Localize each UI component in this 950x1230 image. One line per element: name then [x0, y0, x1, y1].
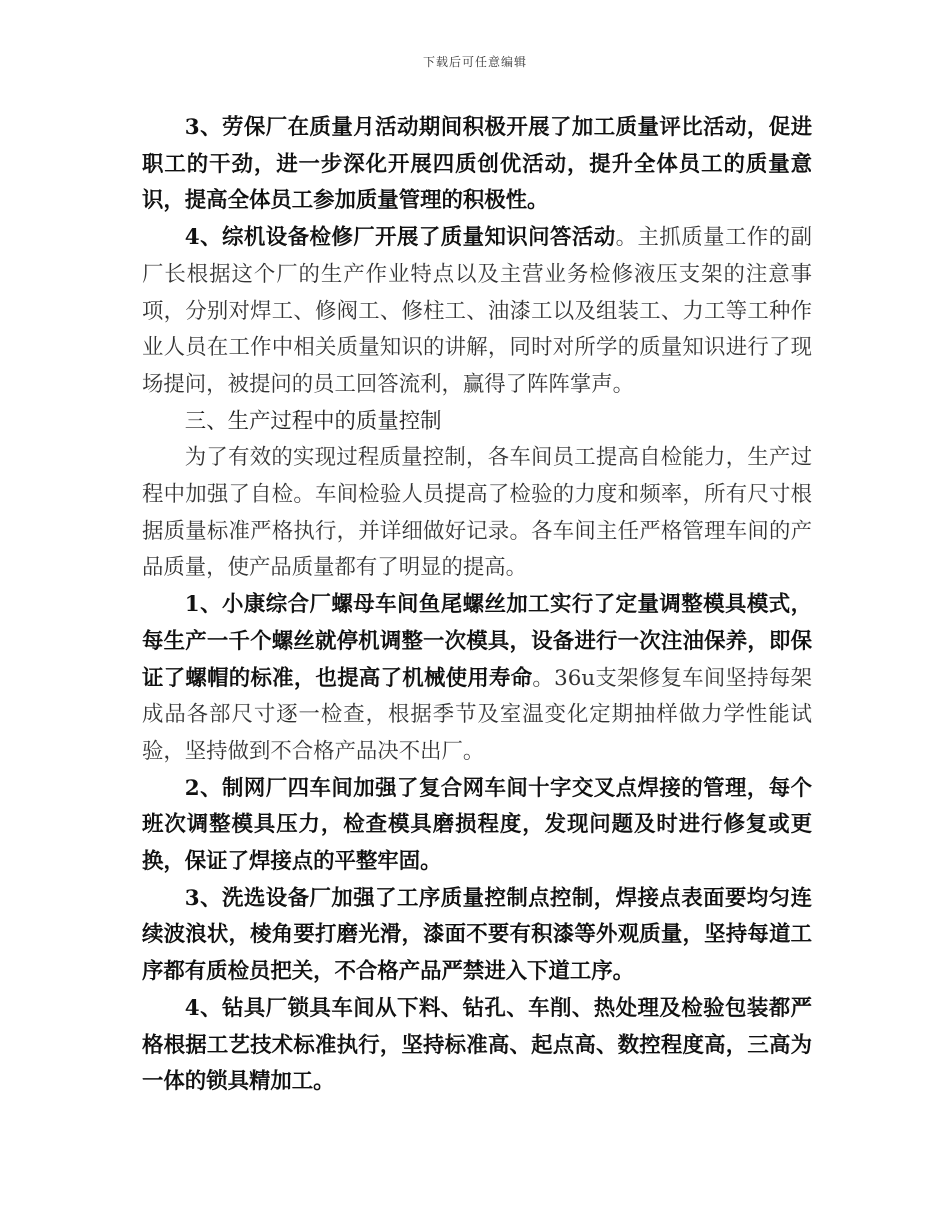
paragraph-bold-text: 4、综机设备检修厂开展了质量知识问答活动	[184, 225, 616, 251]
paragraph-bold-text: 3、洗选设备厂加强了工序质量控制点控制，焊接点表面要均匀连续波浪状，棱角要打磨光滑，漆面不要有积漆等外观质量，坚持每道工序都有质检员把关，不合格产品严禁进入下道工序。	[142, 885, 812, 985]
paragraph-bold-text: 1、小康综合厂螺母车间鱼尾螺丝加工实行了定量调整模具模式，每生产一千个螺丝就停机调整一次模具，设备进行一次注油保养，即保证了螺帽的标准，也提高了机械使用寿命	[142, 592, 812, 691]
section-heading-3	[142, 404, 812, 441]
paragraph-bold-text: 2、制网厂四车间加强了复合网车间十字交叉点焊接的管理，每个班次调整模具压力，检查模具磨损程度，发现问题及时进行修复或更换，保证了焊接点的平整牢固。	[142, 775, 812, 875]
paragraph-intro	[142, 440, 812, 587]
paragraph-normal-text: 。36u支架修复车间坚持每架成品各部尺寸逐一检查，根据季节及室温变化定期抽样做力学性能试验，坚持做到不合格产品决不出厂。	[142, 665, 812, 764]
document-body	[142, 110, 812, 1101]
section-heading-text: 三、生产过程中的质量控制	[184, 408, 442, 434]
paragraph-laobao	[142, 110, 812, 220]
paragraph-normal-text: 为了有效的实现过程质量控制，各车间员工提高自检能力，生产过程中加强了自检。车间检验人员提高了检验的力度和频率，所有尺寸根据质量标准严格执行，并详细做好记录。各车间主任严格管理车间的产品质量，使产品质量都有了明显的提高。	[142, 445, 812, 581]
paragraph-zuanju	[142, 991, 812, 1101]
paragraph-bold-text: 3、劳保厂在质量月活动期间积极开展了加工质量评比活动，促进职工的干劲，进一步深化开展四质创优活动，提升全体员工的质量意识，提高全体员工参加质量管理的积极性。	[142, 115, 812, 214]
paragraph-bold-text: 4、钻具厂锁具车间从下料、钻孔、车削、热处理及检验包装都严格根据工艺技术标准执行，坚持标准高、起点高、数控程度高，三高为一体的锁具精加工。	[142, 995, 812, 1095]
paragraph-normal-text: 。主抓质量工作的副厂长根据这个厂的生产作业特点以及主营业务检修液压支架的注意事项，分别对焊工、修阀工、修柱工、油漆工以及组装工、力工等工种作业人员在工作中相关质量知识的讲解，同时对所学的质量知识进行了现场提问，被提问的员工回答流利，赢得了阵阵掌声。	[142, 225, 812, 397]
paragraph-xiaokang	[142, 587, 812, 771]
page-header-note: 下载后可任意编辑	[422, 55, 527, 69]
paragraph-zhiwang	[142, 771, 812, 881]
paragraph-xixuan	[142, 881, 812, 991]
paragraph-zongji	[142, 220, 812, 404]
